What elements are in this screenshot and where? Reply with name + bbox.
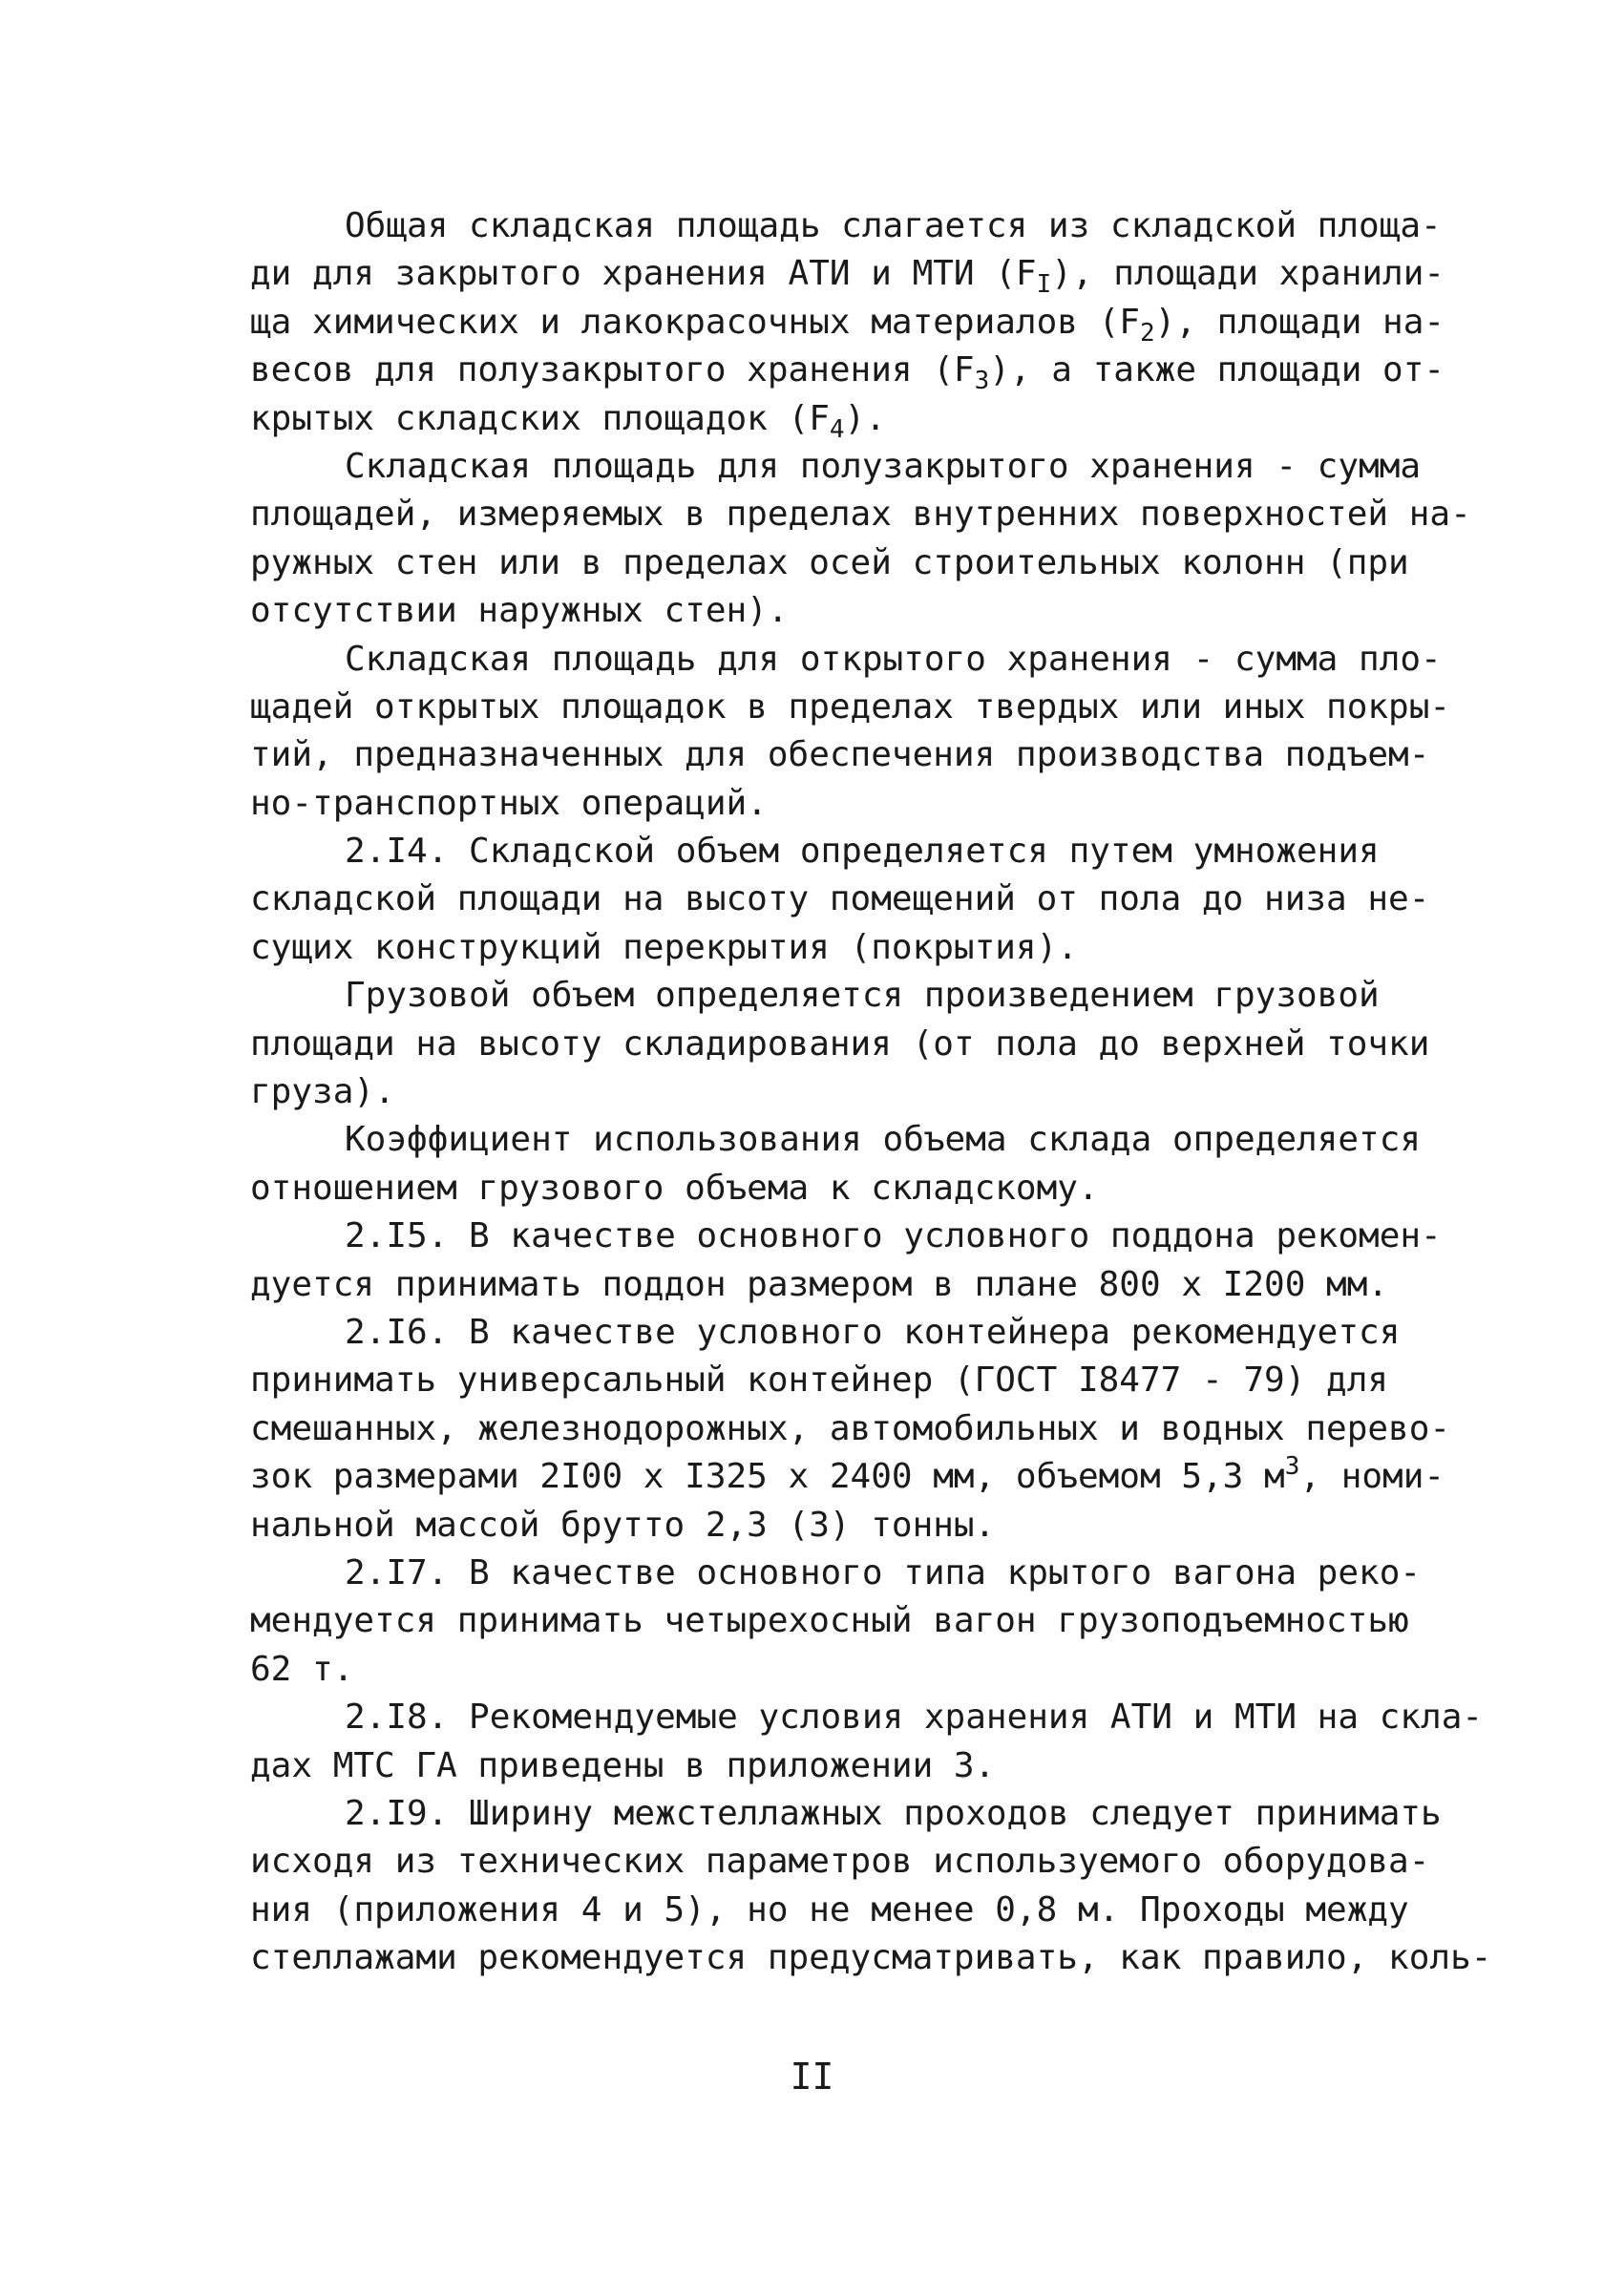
text-line: 2.I9. Ширину межстеллажных проходов следует принимать [345,1793,1442,1833]
paragraph-total-storage-area [250,202,1445,444]
subscript: I [1036,270,1052,300]
text-line: складской площади на высоту помещений от пола до низа не- [250,879,1430,919]
text-line: весов для полузакрытого хранения $(F_3)$, а также площади от- [250,350,1445,396]
text-line: 2.I5. В качестве основного условного поддона рекомен- [345,1216,1442,1256]
page-number: II [790,2056,834,2098]
text-line: ния (приложения 4 и 5), но не менее 0,8 м. Проходы между [250,1889,1409,1930]
text-line: принимать универсальный контейнер (ГОСТ I8477 - 79) для [250,1360,1389,1401]
text-line: площадей, измеряемых в пределах внутренних поверхностей на- [250,495,1471,535]
text-line: стеллажами рекомендуется предусматривать, как правило, коль- [250,1938,1492,1978]
body-text [250,202,1492,1982]
paragraph-semi-closed-storage [250,443,1471,636]
paragraph-2-18 [250,1694,1484,1790]
text-line: 2.I7. В качестве основного типа крытого вагона реко- [345,1552,1422,1592]
superscript: 3 [1284,1452,1300,1482]
paragraph-2-14 [250,828,1430,972]
text-line: дуется принимать поддон размером в плане 800 х I200 мм. [250,1264,1389,1304]
text-line: дах МТС ГА приведены в приложении 3. [250,1745,996,1785]
text-line: Складская площадь для полузакрытого хранения - сумма [345,446,1422,486]
text-line: отсутствии наружных стен). [250,591,789,631]
paragraph-cargo-volume [250,972,1430,1116]
text-line: 62 т. [250,1649,354,1689]
text-line: мендуется принимать четырехосный вагон грузоподъемностью [250,1601,1409,1641]
paragraph-open-storage [250,636,1451,829]
text-line: ружных стен или в пределах осей строительных колонн (при [250,542,1409,582]
paragraph-2-17 [250,1550,1422,1694]
text-line: Коэффициент использования объема склада определяется [345,1120,1422,1160]
text-line: щадей открытых площадок в пределах твердых или иных покры- [250,686,1451,727]
subscript: 4 [829,414,845,444]
text-line: 2.I6. В качестве условного контейнера рекомендуется [345,1312,1401,1352]
text-line: смешанных, железнодорожных, автомобильных и водных перево- [250,1408,1451,1448]
text-line: площади на высоту складирования (от пола до верхней точки [250,1023,1430,1064]
text-line: нальной массой брутто 2,3 (3) тонны. [250,1505,996,1545]
text-line: крытых складских площадок $(F_4)$. [250,398,886,444]
text-line: Грузовой объем определяется произведением грузовой [345,976,1380,1016]
text-line: Складская площадь для открытого хранения - сумма пло- [345,639,1442,679]
paragraph-2-16 [250,1309,1451,1550]
text-line: сущих конструкций перекрытия (покрытия). [250,927,1078,967]
text-line: груза). [250,1072,395,1112]
paragraph-volume-coefficient [250,1116,1422,1213]
paragraph-2-19 [250,1790,1492,1983]
text-line: отношением грузового объема к складскому. [250,1168,1099,1208]
text-line: 2.I4. Складской объем определяется путем умножения [345,832,1380,872]
paragraph-2-15 [250,1213,1442,1309]
text-line: ща химических и лакокрасочных материалов $(F_2)$, площади на- [250,302,1445,348]
subscript: 3 [974,367,990,396]
text-line: ди для закрытого хранения АТИ и МТИ $(F_I)$, площади хранили- [250,254,1445,300]
text-line: исходя из технических параметров используемого оборудова- [250,1842,1430,1882]
subscript: 2 [1139,318,1155,348]
text-line: зок размерами 2I00 х I325 х 2400 мм, объемом 5,3 $м^3$, номи- [250,1452,1445,1497]
text-line: тий, предназначенных для обеспечения производства подъем- [250,735,1430,775]
text-line: 2.I8. Рекомендуемые условия хранения АТИ и МТИ на скла- [345,1698,1484,1738]
text-line: но-транспортных операций. [250,783,768,823]
text-line: Общая складская площадь слагается из складской площа- [345,206,1442,245]
